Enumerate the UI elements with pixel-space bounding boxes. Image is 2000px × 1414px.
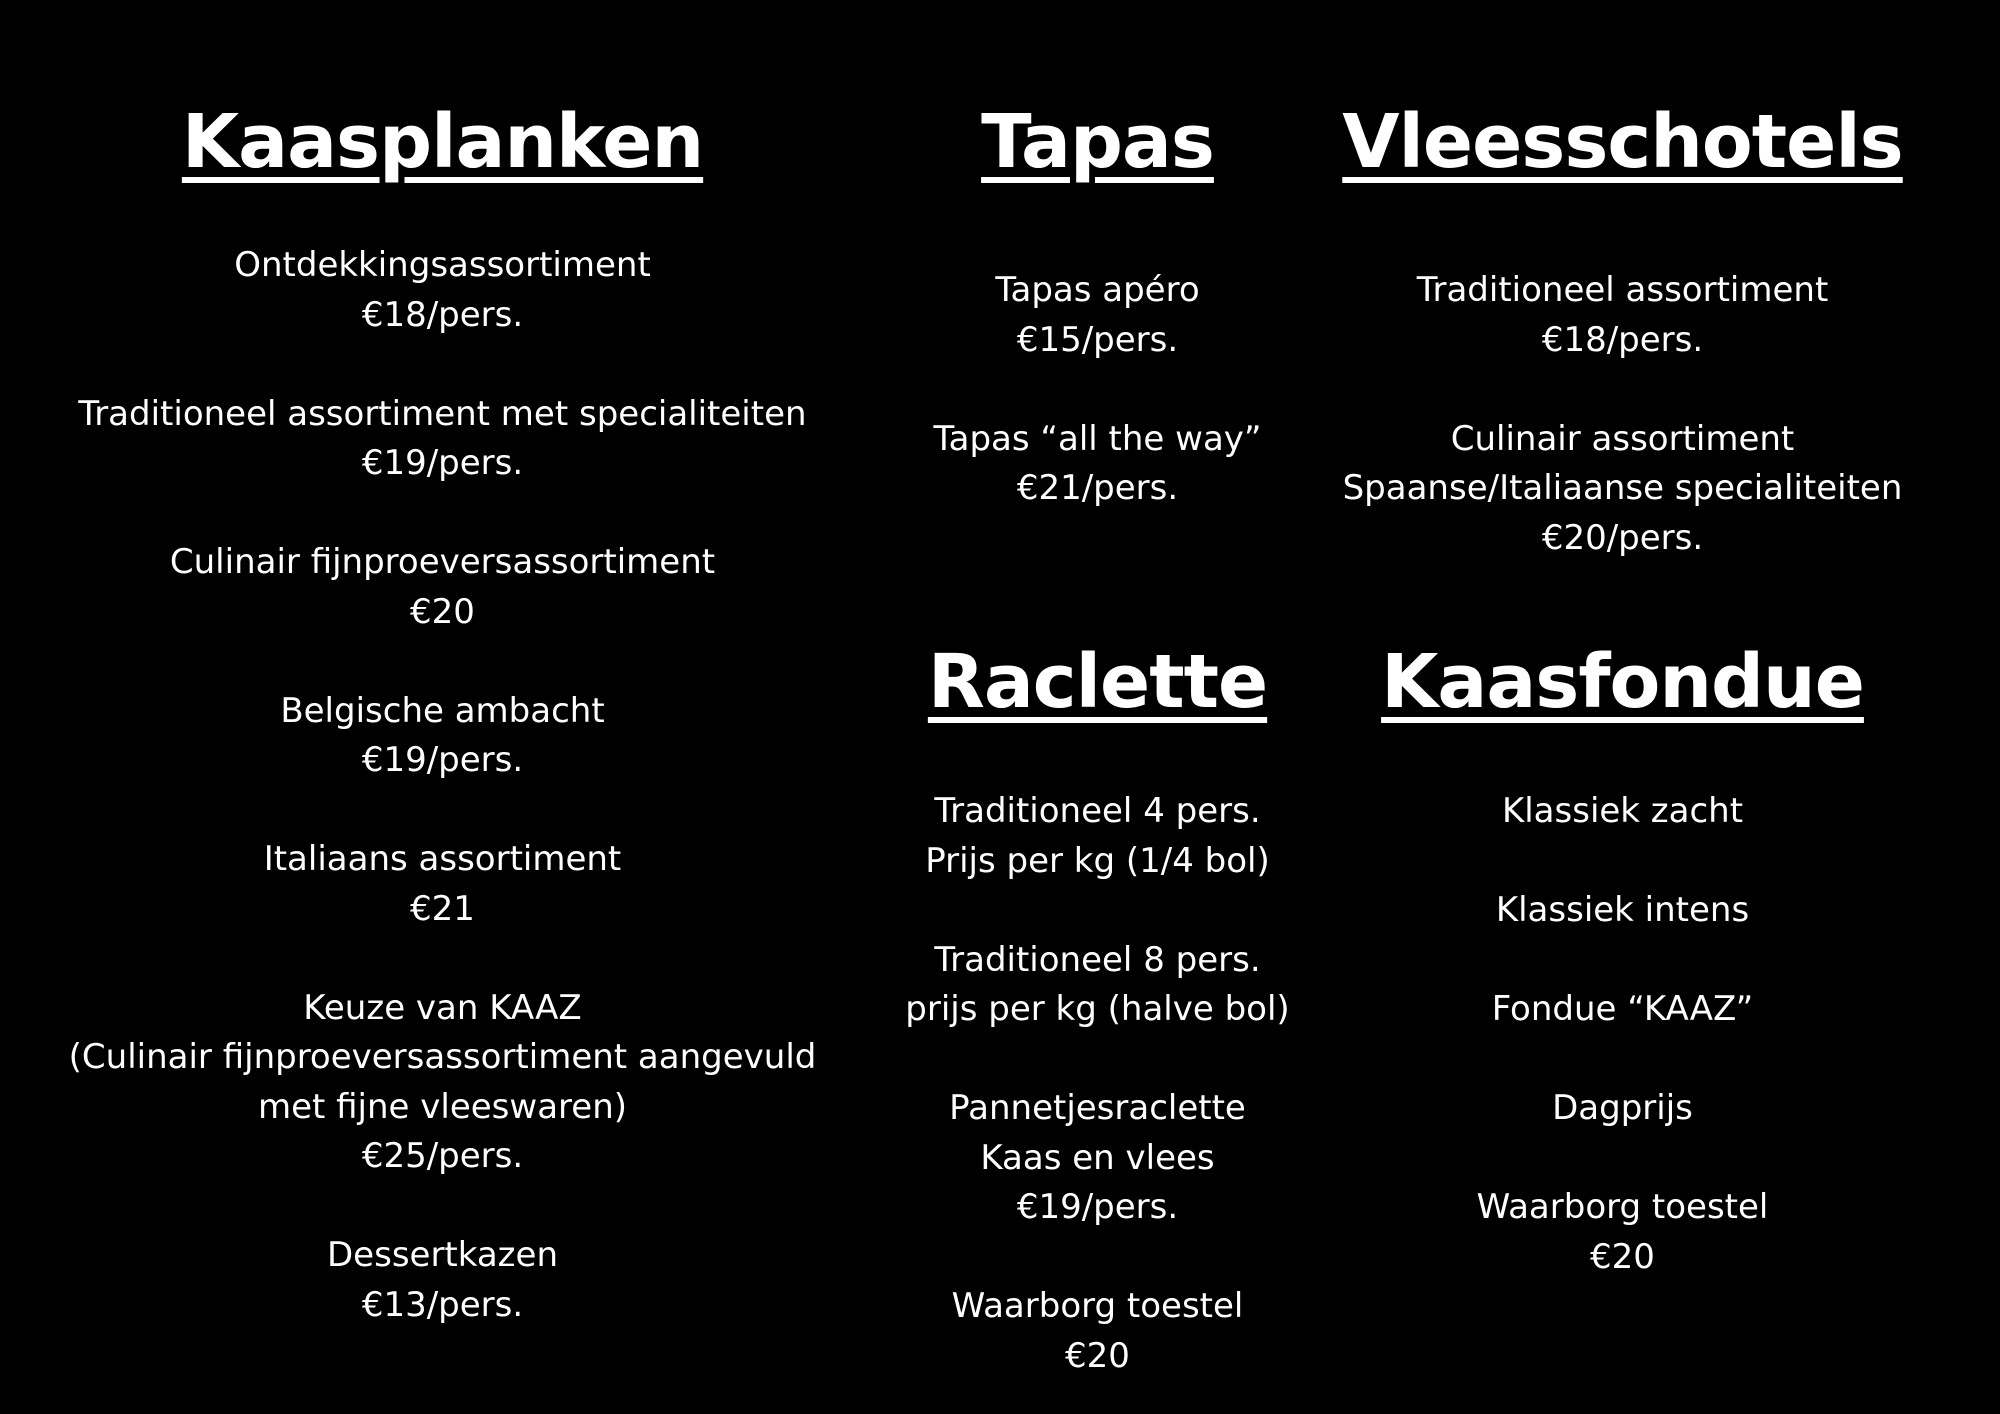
menu-item-line: €20	[410, 591, 475, 632]
section-kaasfondue	[1340, 639, 1905, 1282]
menu-item-line: €19/pers.	[361, 740, 524, 780]
menu-item-line: Tapas “all the way”	[933, 418, 1262, 459]
heading-kaasfondue: Kaasfondue	[1381, 639, 1864, 725]
section-vleesschotels	[1340, 99, 1905, 563]
menu-item-line: €18/pers.	[361, 294, 524, 335]
menu-item	[900, 1282, 1295, 1381]
heading-vleesschotels: Vleesschotels	[1342, 99, 1903, 185]
items-kaasfondue	[1340, 787, 1905, 1282]
menu-item-line: Culinair fijnproeversassortiment	[169, 542, 716, 582]
heading-raclette: Raclette	[927, 639, 1268, 725]
menu-item-line: Belgische ambacht	[280, 690, 605, 731]
menu-item-line: €20	[1590, 1236, 1655, 1277]
menu-item-line: Kaas en vlees	[980, 1137, 1215, 1178]
menu-item-line: Pannetjesraclette	[949, 1088, 1246, 1128]
menu-item	[1340, 985, 1905, 1035]
menu-item	[1340, 1084, 1905, 1134]
menu-item-line: Italiaans assortiment	[263, 839, 622, 879]
menu-item-line: €20/pers.	[1541, 517, 1704, 558]
menu-item-line: €19/pers.	[361, 443, 524, 483]
menu-item	[900, 415, 1295, 514]
menu-item	[1340, 787, 1905, 837]
menu-item	[1340, 886, 1905, 936]
menu-item-line: €13/pers.	[361, 1284, 524, 1325]
menu-item-line: Keuze van KAAZ	[303, 987, 582, 1028]
menu-item-line: Ontdekkingsassortiment	[234, 245, 651, 285]
menu-item	[60, 390, 825, 489]
menu-item-line: Prijs per kg (1/4 bol)	[925, 840, 1270, 881]
menu-item-line: €25/pers.	[361, 1136, 524, 1176]
menu-item	[60, 687, 825, 786]
menu-item	[60, 538, 825, 637]
items-kaasplanken	[60, 241, 825, 1330]
menu-item-line: Tapas apéro	[995, 270, 1200, 310]
menu-item-line: Traditioneel 4 pers.	[934, 791, 1261, 831]
items-tapas	[900, 266, 1295, 514]
menu-item-line: €21/pers.	[1016, 468, 1179, 508]
heading-tapas: Tapas	[981, 99, 1214, 185]
menu-item	[60, 984, 825, 1182]
section-kaasplanken	[60, 99, 825, 1330]
menu-item-line: Dessertkazen	[327, 1235, 558, 1275]
menu-item-line: €18/pers.	[1541, 319, 1704, 360]
menu-item	[1340, 1183, 1905, 1282]
menu-item-line: Traditioneel assortiment	[1416, 270, 1829, 310]
menu-item-line: prijs per kg (halve bol)	[905, 989, 1290, 1029]
menu-item-line: Fondue “KAAZ”	[1491, 989, 1754, 1029]
menu-item	[1340, 266, 1905, 365]
menu-item-line: Traditioneel 8 pers.	[934, 939, 1261, 980]
items-raclette	[900, 787, 1295, 1381]
menu-item-line: Traditioneel assortiment met specialiteiten	[78, 393, 807, 434]
menu-item-line: €15/pers.	[1016, 319, 1179, 360]
menu-item-line: €19/pers.	[1016, 1187, 1179, 1227]
menu-item	[60, 1231, 825, 1330]
menu-item-line: Dagprijs	[1552, 1088, 1693, 1128]
menu-item	[900, 936, 1295, 1035]
menu-item-line: Waarborg toestel	[951, 1286, 1244, 1326]
menu-item-line: (Culinair fijnproeversassortiment aangevuld	[68, 1037, 817, 1077]
menu-item-line: Klassiek intens	[1495, 890, 1750, 930]
menu-item	[900, 787, 1295, 886]
menu-item-line: Waarborg toestel	[1476, 1187, 1769, 1227]
menu-item	[1340, 415, 1905, 564]
menu-item	[900, 266, 1295, 365]
menu-item-line: met fijne vleeswaren)	[257, 1086, 628, 1127]
heading-kaasplanken: Kaasplanken	[181, 99, 704, 185]
menu-item	[60, 835, 825, 934]
items-vleesschotels	[1340, 266, 1905, 563]
menu-item	[60, 241, 825, 340]
menu-item-line: €20	[1065, 1335, 1130, 1376]
menu-item	[900, 1084, 1295, 1233]
menu-item-line: Culinair assortiment	[1450, 418, 1795, 459]
menu-item-line: €21	[410, 888, 475, 929]
menu-item-line: Spaanse/Italiaanse specialiteiten	[1342, 468, 1903, 508]
menu-item-line: Klassiek zacht	[1501, 791, 1744, 831]
section-tapas	[900, 99, 1295, 514]
section-raclette	[900, 639, 1295, 1381]
